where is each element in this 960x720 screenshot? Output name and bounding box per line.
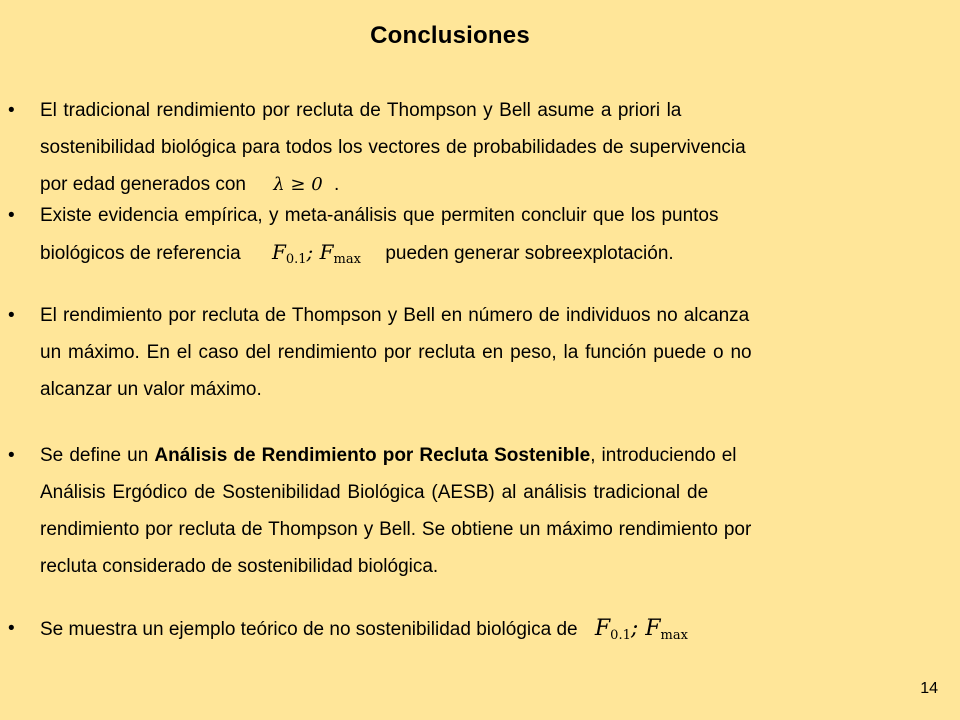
bullet-2-line-2 [8,234,928,278]
bullet-5-line-1 [8,610,928,654]
sustainable-analysis-term: Análisis de Rendimiento por Recluta Sostenible [154,445,591,466]
bullet-item-4 [8,437,928,585]
reference-points-formula [271,240,367,267]
formula-f-symbol: F [594,616,611,641]
formula-separator: ; F [630,616,661,641]
bullet-4-line-2: Análisis Ergódico de Sostenibilidad Biológica (AESB) al análisis tradicional de [40,482,709,503]
reference-points-formula [595,616,688,641]
bullet-marker: • [8,205,15,226]
bullet-item-5 [8,610,928,654]
bullet-1-line-3-text: por edad generados con [40,174,246,195]
bullet-4-line-1-post: , introduciendo el [590,445,737,466]
formula-f-symbol: F [271,240,286,264]
bullet-1-line-2: sostenibilidad biológica para todos los vectores de probabilidades de supervivencia [40,137,746,158]
bullet-3-line-1: El rendimiento por recluta de Thompson y Bell en número de individuos no alcanza [40,305,750,326]
bullet-marker: • [8,100,15,121]
formula-separator: ; F [306,240,334,264]
bullet-item-1 [8,92,928,203]
bullet-2-line-2-end: pueden generar sobreexplotación. [385,243,674,264]
formula-subscript-01: 0.1 [610,628,631,643]
bullet-4-line-4: recluta considerado de sostenibilidad biológica. [40,556,439,577]
bullet-item-3 [8,297,928,408]
bullet-4-line-1 [8,437,928,474]
bullet-1-period: . [333,174,340,195]
bullet-5-line-1-text: Se muestra un ejemplo teórico de no sostenibilidad biológica de [40,619,578,640]
bullet-3-line-3: alcanzar un valor máximo. [40,379,262,400]
bullet-2-line-2-text: biológicos de referencia [40,243,241,264]
slide-title: Conclusiones [370,22,530,49]
bullet-marker: • [8,445,15,466]
page-number: 14 [920,680,938,697]
bullet-4-line-1-pre: Se define un [40,445,155,466]
formula-subscript-max: max [660,628,688,643]
bullet-2-line-1: Existe evidencia empírica, y meta-análisis que permiten concluir que los puntos [40,205,719,226]
bullet-marker: • [8,305,15,326]
bullet-3-line-2: un máximo. En el caso del rendimiento por recluta en peso, la función puede o no [40,342,752,363]
bullet-item-2 [8,197,928,278]
formula-subscript-01: 0.1 [285,252,307,267]
bullet-1-line-1: El tradicional rendimiento por recluta de Thompson y Bell asume a priori la [40,100,682,121]
bullet-marker: • [8,618,15,639]
formula-subscript-max: max [333,252,361,267]
bullet-4-line-3: rendimiento por recluta de Thompson y Bell. Se obtiene un máximo rendimiento por [40,519,752,540]
lambda-condition-formula: λ ≥ 0 [273,174,323,195]
